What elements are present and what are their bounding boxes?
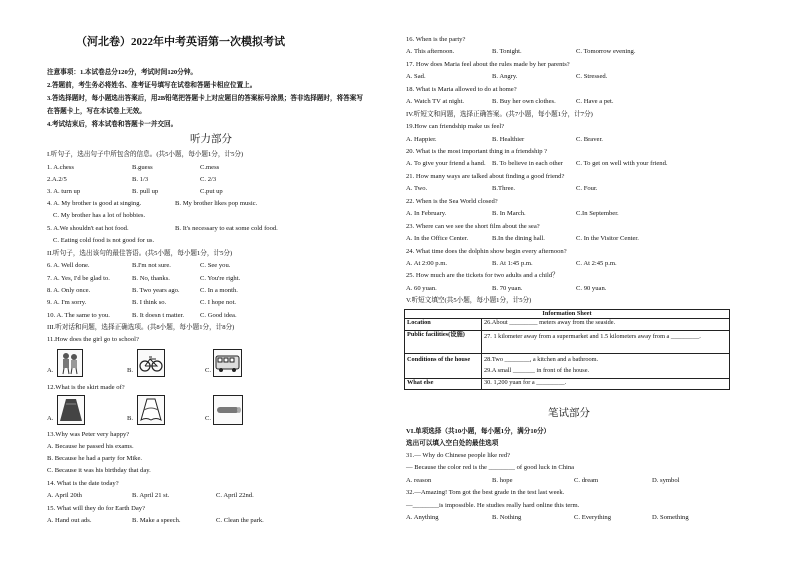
q31-question-line1: 31.— Why do Chinese people like red?: [406, 452, 511, 459]
q1-option-b: B.guess: [132, 164, 153, 171]
q18-option-b: B. Buy her own clothes.: [492, 98, 556, 105]
q16-question: 16. When is the party?: [406, 36, 466, 43]
q9-option-a: 9. A. I'm sorry.: [47, 299, 87, 306]
q32-question-line2: —________is impossible. He studies really hard online this term.: [406, 502, 580, 509]
q19-option-b: B. Healthier: [492, 136, 525, 143]
q13-option-b: B. Because he had a party for Mike.: [47, 455, 143, 462]
q3-option-b: B. pull up: [132, 188, 159, 195]
q17-option-a: A. Sad.: [406, 73, 426, 80]
q10-option-a: 10. A. The same to you.: [47, 312, 110, 319]
q5-option-b: B. It's necessary to eat some cold food.: [175, 225, 278, 232]
q19-question: 19.How can friendship make us feel?: [406, 123, 505, 130]
row-content-28-29: 28.Two ________, a kitchen and a bathroom. 29.A small _______ in front of the house.: [482, 354, 730, 379]
q31-option-b: B. hope: [492, 477, 513, 484]
q9-option-c: C. I hope not.: [200, 299, 237, 306]
q7-option-a: 7. A. Yes, I'd be glad to.: [47, 275, 110, 282]
row-label-what-else: What else: [405, 379, 482, 390]
q3-option-a: 3. A. turn up: [47, 188, 81, 195]
q4-option-c: C. My brother has a lot of hobbies.: [53, 212, 146, 219]
q15-option-b: B. Make a speech.: [132, 517, 181, 524]
q13-question: 13.Why was Peter very happy?: [47, 431, 130, 438]
q24-option-b: B. At 1:45 p.m.: [492, 260, 533, 267]
q6-option-b: B.I'm not sure.: [132, 262, 171, 269]
q11-pic-bus: [213, 349, 242, 377]
q6-option-c: C. See you.: [200, 262, 231, 269]
note-line: 2.答题前，考生务必将姓名、准考证号填写在试卷和答题卡相应位置上。: [47, 82, 257, 89]
note-line: 注意事项：1.本试卷总分120分，考试时间120分钟。: [47, 69, 198, 76]
q21-option-a: A. Two.: [406, 185, 428, 192]
written-header: 笔试部分: [548, 408, 590, 419]
q32-option-d: D. Something: [652, 514, 689, 521]
q22-option-a: A. In February.: [406, 210, 447, 217]
row-content-30: 30. 1,200 yuan for a _________.: [482, 379, 730, 390]
row-content-27: 27. 1 kilometer away from a supermarket and 1.5 kilometers away from a _________.: [482, 331, 730, 354]
q12-label-a: A.: [47, 415, 54, 422]
q4-option-a: 4. A. My brother is good at singing.: [47, 200, 142, 207]
q22-option-c: C.In September.: [576, 210, 619, 217]
q5-option-c: C. Eating cold food is not good for us.: [53, 237, 155, 244]
q10-option-b: B. It doesn t matter.: [132, 312, 185, 319]
listening-header: 听力部分: [190, 134, 232, 145]
q32-option-c: C. Everything: [574, 514, 611, 521]
q11-question: 11.How does the girl go to school?: [47, 336, 139, 343]
q21-option-c: C. Four.: [576, 185, 598, 192]
q18-option-c: C. Have a pet.: [576, 98, 614, 105]
part1-instruction: I.听句子，选出句子中所包含的信息。(共5小题，每小题1分，计5分): [47, 151, 244, 158]
silk-skirt-icon: [138, 396, 164, 424]
q4-option-b: B. My brother likes pop music.: [175, 200, 258, 207]
part6-instruction: VI.单项选择（共10小题，每小题1分，满分10分）: [406, 428, 551, 435]
q1-option-c: C.mess: [200, 164, 220, 171]
part4-instruction: IV.听短文和问题，选择正确答案。(共7小题，每小题1分，计7分): [406, 111, 593, 118]
q32-option-a: A. Anything: [406, 514, 439, 521]
row-label-conditions: Conditions of the house: [405, 354, 482, 379]
q17-option-b: B. Angry.: [492, 73, 518, 80]
q32-question-line1: 32.—Amazing! Tom got the best grade in the test last week.: [406, 489, 565, 496]
q17-option-c: C. Stressed.: [576, 73, 608, 80]
q24-option-c: C. At 2:45 p.m.: [576, 260, 617, 267]
q8-option-c: C. In a month.: [200, 287, 238, 294]
information-sheet-table: [404, 309, 730, 390]
q14-option-b: B. April 21 st.: [132, 492, 170, 499]
info-sheet-title: Information Sheet: [405, 310, 730, 319]
q14-question: 14. What is the date today?: [47, 480, 119, 487]
right-column: [400, 0, 800, 565]
q5-option-a: 5. A.We shouldn't eat hot food.: [47, 225, 129, 232]
q25-option-c: C. 90 yuan.: [576, 285, 607, 292]
q24-question: 24. What time does the dolphin show begin every afternoon?: [406, 248, 567, 255]
q20-option-c: C. To get on well with your friend.: [576, 160, 668, 167]
q8-option-a: 8. A. Only once.: [47, 287, 91, 294]
q23-option-b: B.In the dining hall.: [492, 235, 545, 242]
q23-option-c: C. In the Visitor Center.: [576, 235, 639, 242]
q25-option-a: A. 60 yuan.: [406, 285, 437, 292]
row-content-26: 26.About _________ meters away from the seaside.: [482, 319, 730, 331]
q17-question: 17. How does Maria feel about the rules made by her parents?: [406, 61, 570, 68]
q3-option-c: C.put up: [200, 188, 223, 195]
q18-option-a: A. Watch TV at night.: [406, 98, 465, 105]
q9-option-b: B. I think so.: [132, 299, 167, 306]
q6-option-a: 6. A. Well done.: [47, 262, 90, 269]
q31-option-c: C. dream: [574, 477, 599, 484]
q11-label-c: C.: [205, 367, 212, 374]
q12-question: 12.What is the skirt made of?: [47, 384, 125, 391]
leather-skirt-icon: [58, 396, 84, 424]
part5-instruction: V.听短文填空(共5小题，每小题1分，计5分): [406, 297, 532, 304]
q16-option-b: B. Tonight.: [492, 48, 522, 55]
q24-option-a: A. At 2:00 p.m.: [406, 260, 448, 267]
q22-option-b: B. In March.: [492, 210, 526, 217]
q21-question: 21. How many ways are talked about finding a good friend?: [406, 173, 565, 180]
q31-question-line2: — Because the color red is the ________ of good luck in China: [406, 464, 575, 471]
note-line: 4.考试结束后，将本试卷和答题卡一并交回。: [47, 121, 178, 128]
walking-children-icon: [58, 350, 82, 376]
q16-option-c: C. Tomorrow evening.: [576, 48, 636, 55]
q14-option-c: C. April 22nd.: [216, 492, 254, 499]
note-line: 3.答选择题时，每小题选出答案后，用2B铅笔把答题卡上对应题目的答案标号涂黑；答非选择题时，将答案写: [47, 95, 363, 102]
q32-option-b: B. Nothing: [492, 514, 522, 521]
q11-pic-walk: [57, 349, 83, 377]
q7-option-b: B. No, thanks.: [132, 275, 170, 282]
q15-option-a: A. Hand out ads.: [47, 517, 92, 524]
q15-question: 15. What will they do for Earth Day?: [47, 505, 146, 512]
q2-option-a: 2.A.2/5: [47, 176, 67, 183]
part2-instruction: II.听句子，选出该句的最佳答语。(共5小题，每小题1分，计5分): [47, 250, 233, 257]
q25-question: 25. How much are the tickets for two adults and a child？: [406, 272, 559, 279]
q21-option-b: B.Three.: [492, 185, 516, 192]
q31-option-a: A. reason: [406, 477, 432, 484]
q12-pic-leather: [57, 395, 85, 425]
row-label-location: Location: [405, 319, 482, 331]
exam-title: （河北卷）2022年中考英语第一次模拟考试: [76, 36, 285, 48]
q25-option-b: B. 70 yuan.: [492, 285, 523, 292]
row-label-facilities: Public facilities(设施): [405, 331, 482, 354]
q23-question: 23. Where can we see the short film about the sea?: [406, 223, 540, 230]
q20-option-a: A. To give your friend a hand.: [406, 160, 486, 167]
q12-label-b: B.: [127, 415, 134, 422]
q19-option-a: A. Happier.: [406, 136, 437, 143]
q2-option-b: B. 1/3: [132, 176, 149, 183]
part3-instruction: III.听对话和问题，选择正确选项。(共8小题，每小题1分，计8分): [47, 324, 235, 331]
fabric-roll-icon: [214, 396, 242, 424]
q19-option-c: C. Braver.: [576, 136, 603, 143]
q31-option-d: D. symbol: [652, 477, 680, 484]
q14-option-a: A. April 20th: [47, 492, 82, 499]
q22-question: 22. When is the Sea World closed?: [406, 198, 498, 205]
q11-label-b: B.: [127, 367, 134, 374]
q8-option-b: B. Two years ago.: [132, 287, 180, 294]
q2-option-c: C. 2/3: [200, 176, 217, 183]
q15-option-c: C. Clean the park.: [216, 517, 264, 524]
q1-option-a: 1. A.chess: [47, 164, 74, 171]
q12-pic-cotton: [213, 395, 243, 425]
q10-option-c: C. Good idea.: [200, 312, 237, 319]
bus-icon: [214, 350, 241, 376]
q20-option-b: B. To believe in each other: [492, 160, 563, 167]
q20-question: 20. What is the most important thing in a friendship ?: [406, 148, 548, 155]
note-line: 在答题卡上，写在本试卷上无效。: [47, 108, 146, 115]
q13-option-a: A. Because he passed his exams.: [47, 443, 134, 450]
q18-question: 18. What is Maria allowed to do at home?: [406, 86, 517, 93]
bicycle-icon: [138, 350, 164, 376]
q7-option-c: C. You're right.: [200, 275, 241, 282]
q11-pic-bike: [137, 349, 165, 377]
q23-option-a: A. In the Office Center.: [406, 235, 469, 242]
q16-option-a: A. This afternoon.: [406, 48, 455, 55]
q12-pic-silk: [137, 395, 165, 425]
q12-label-c: C.: [205, 415, 212, 422]
part6-subinstruction: 选出可以填入空白处的最佳选项: [406, 440, 499, 447]
q13-option-c: C. Because it was his birthday that day.: [47, 467, 151, 474]
q11-label-a: A.: [47, 367, 54, 374]
